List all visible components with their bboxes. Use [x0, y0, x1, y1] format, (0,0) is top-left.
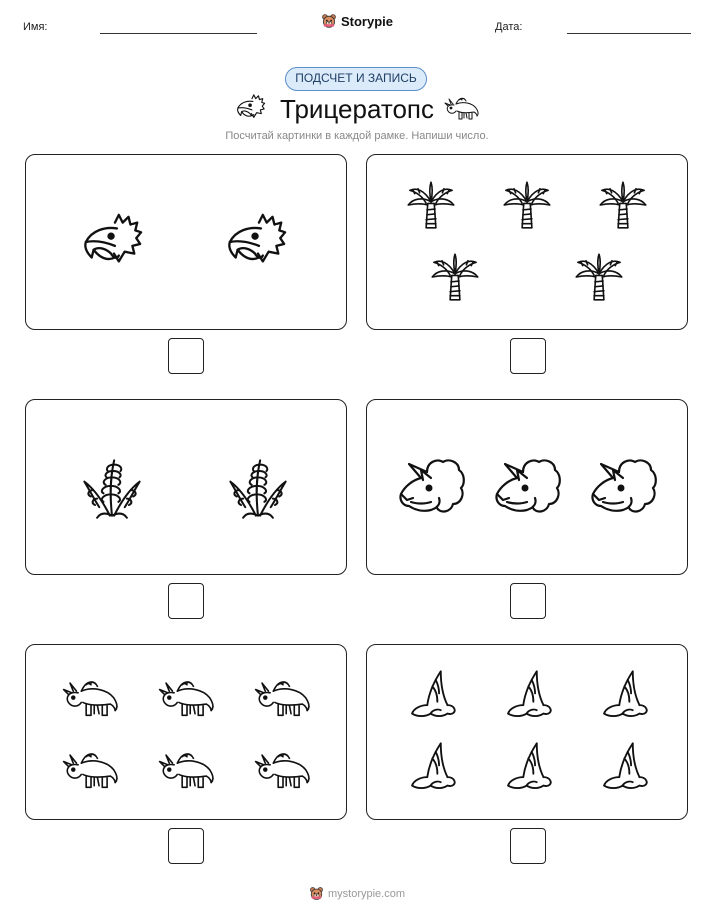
horn-icon — [599, 667, 653, 723]
triceratops-icon — [254, 673, 312, 719]
counting-panel-2 — [366, 154, 688, 330]
triceratops-head-icon — [493, 456, 563, 520]
palm-tree-icon — [429, 249, 481, 305]
horn-icon — [503, 667, 557, 723]
bird-head-icon — [80, 211, 146, 273]
triceratops-icon — [158, 673, 216, 719]
instructions: Посчитай картинки в каждой рамке. Напиши число. — [225, 130, 489, 142]
footer — [0, 886, 714, 906]
answer-box-5[interactable] — [168, 828, 204, 864]
name-label: Имя: — [23, 21, 48, 33]
triceratops-head-icon — [397, 456, 467, 520]
triceratops-head-icon — [589, 456, 659, 520]
page-title: Трицератопс — [280, 94, 434, 124]
fern-plant-icon — [78, 454, 146, 522]
palm-tree-icon — [501, 177, 553, 233]
date-field[interactable] — [567, 33, 691, 34]
counting-panel-6 — [366, 644, 688, 820]
answer-box-2[interactable] — [510, 338, 546, 374]
answer-box-6[interactable] — [510, 828, 546, 864]
triceratops-icon — [62, 745, 120, 791]
worksheet-type-badge: ПОДСЧЕТ И ЗАПИСЬ — [285, 67, 427, 91]
answer-box-1[interactable] — [168, 338, 204, 374]
bear-logo-icon — [309, 886, 324, 901]
date-label: Дата: — [495, 21, 523, 33]
horn-icon — [503, 739, 557, 795]
footer-site: mystorypie.com — [327, 887, 406, 900]
brand-logo — [0, 13, 714, 34]
triceratops-icon — [62, 673, 120, 719]
fern-plant-icon — [224, 454, 292, 522]
counting-panel-1 — [25, 154, 347, 330]
counting-panel-5 — [25, 644, 347, 820]
answer-box-4[interactable] — [510, 583, 546, 619]
bear-logo-icon — [321, 13, 337, 29]
counting-panel-3 — [25, 399, 347, 575]
palm-tree-icon — [573, 249, 625, 305]
horn-icon — [599, 739, 653, 795]
horn-icon — [407, 667, 461, 723]
triceratops-icon — [254, 745, 312, 791]
triceratops-icon — [444, 93, 480, 121]
answer-box-3[interactable] — [168, 583, 204, 619]
brand-name: Storypie — [340, 13, 393, 29]
counting-panel-4 — [366, 399, 688, 575]
bird-head-icon — [224, 211, 290, 273]
palm-tree-icon — [405, 177, 457, 233]
palm-tree-icon — [597, 177, 649, 233]
triceratops-icon — [158, 745, 216, 791]
horn-icon — [407, 739, 461, 795]
